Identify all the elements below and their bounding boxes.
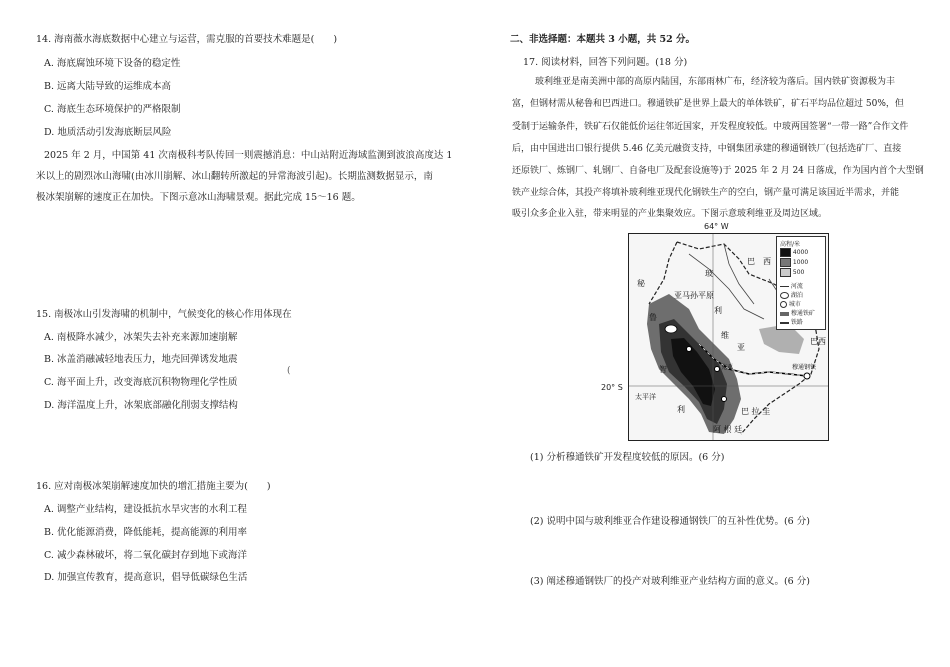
q14-option-c: C. 海底生态环境保护的严格限制	[44, 104, 181, 115]
q15-option-d: D. 海洋温度上升，冰架底部融化削弱支撑结构	[44, 400, 238, 411]
map-label-bei: 秘	[637, 279, 645, 288]
city-legend-icon	[780, 301, 787, 308]
map-label-wei: 维	[721, 331, 729, 340]
q17-passage-line-2: 富，但钢材需从秘鲁和巴西进口。穆通铁矿是世界上最大的单体铁矿，矿石平均品位超过 50%，但	[512, 99, 904, 109]
q17-passage-line-3: 受制于运输条件，铁矿石仅能低价运往邻近国家，开发程度较低。中玻两国签署“一带一路”合作文件	[512, 122, 909, 132]
passage-line-1: 2025 年 2 月，中国第 41 次南极科考队传回一则震撼消息：中山站附近海域监测到波浪高度达 1	[44, 150, 453, 161]
q17-sub-1: (1) 分析穆通铁矿开发程度较低的原因。(6 分)	[530, 452, 725, 463]
legend-item-mine: 穆通铁矿	[790, 310, 815, 317]
legend-swatch-4000	[780, 248, 791, 257]
q15-stem: 15. 南极冰山引发海啸的机制中，气候变化的核心作用体现在	[36, 309, 292, 320]
map-longitude-label: 64° W	[704, 222, 729, 231]
mine-legend-icon	[780, 312, 789, 316]
passage-line-3: 极冰架崩解的速度正在加快。下图示意冰山海啸景观。据此完成 15～16 题。	[36, 192, 361, 203]
q16-option-d: D. 加强宣传教育，提高意识，倡导低碳绿色生活	[44, 572, 248, 583]
q17-passage-line-7: 吸引众多企业入驻，带来明显的产业集聚效应。下图示意玻利维亚及周边区域。	[512, 209, 828, 219]
q16-option-c: C. 减少森林破坏，将二氧化碳封存到地下或海洋	[44, 550, 247, 561]
map-label-lu: 鲁	[649, 313, 657, 322]
q14-option-a: A. 海底腐蚀环境下设备的稳定性	[44, 58, 181, 69]
legend-item-city: 城市	[788, 301, 801, 308]
q14-option-d: D. 地质活动引发海底断层风险	[44, 127, 172, 138]
q14-option-b: B. 远离大陆导致的运维成本高	[44, 81, 172, 92]
railway-legend-icon	[780, 322, 789, 324]
q17-passage-line-4: 后，由中国进出口银行提供 5.46 亿美元融资支持，中钢集团承建的穆通钢铁厂(包括选矿厂、直接	[512, 144, 902, 154]
q16-option-a: A. 调整产业结构，建设抵抗水旱灾害的水利工程	[44, 504, 247, 515]
passage-line-2: 米以上的剧烈冰山海啸(由冰川崩解、冰山翻转所激起的异常海波引起)。长期监测数据显示，南	[36, 171, 433, 182]
q14-stem: 14. 海南薇水海底数据中心建立与运营，需克服的首要技术难题是( )	[36, 34, 338, 45]
map-label-brazil-2: 巴西	[810, 337, 826, 346]
legend-level-1000: 1000	[792, 259, 809, 266]
map-label-paraguay: 巴 拉 圭	[741, 407, 771, 416]
map-legend	[776, 236, 826, 330]
q15-option-a: A. 南极降水减少，冰架失去补充来源加速崩解	[44, 332, 238, 343]
legend-swatch-500	[780, 268, 791, 277]
legend-level-500: 500	[792, 269, 805, 276]
q16-option-b: B. 优化能源消费，降低能耗，提高能源的利用率	[44, 527, 248, 538]
q16-stem: 16. 应对南极冰架崩解速度加快的增汇措施主要为( )	[36, 481, 271, 492]
map-label-zhi: 智	[659, 365, 667, 374]
q17-passage-line-5: 还原铁厂、炼钢厂、轧钢厂、自备电厂及配套设施等)于 2025 年 2 月 24 日落成，作为国内首个大型钢	[512, 166, 924, 176]
q17-passage-line-1: 玻利维亚是南美洲中部的高原内陆国，东部雨林广布，经济较为落后。国内铁矿资源极为丰	[535, 77, 896, 87]
legend-item-lake: 湖泊	[790, 292, 803, 299]
map-label-argentina: 阿 根 廷	[713, 425, 743, 434]
map-label-mine: 穆通钢铁	[792, 364, 817, 371]
legend-swatch-1000	[780, 258, 791, 267]
map-label-ya: 亚	[737, 343, 745, 352]
q17-sub-3: (3) 阐述穆通钢铁厂的投产对玻利维亚产业结构方面的意义。(6 分)	[530, 576, 810, 587]
q15-option-b: B. 冰盖消融减轻地表压力，地壳回弹诱发地震	[44, 354, 238, 365]
legend-item-river: 河流	[790, 283, 803, 290]
lake-legend-icon	[780, 292, 789, 299]
map-label-pacific: 太平洋	[635, 393, 656, 401]
q15-option-c: C. 海平面上升，改变海底沉积物物理化学性质	[44, 377, 238, 388]
map-label-li: 利	[714, 306, 722, 315]
section-title: 二、非选择题：本题共 3 小题，共 52 分。	[510, 34, 696, 45]
legend-item-railway: 铁路	[790, 319, 803, 326]
q17-header: 17. 阅读材料，回答下列问题。(18 分)	[523, 57, 688, 68]
stray-mark: (	[287, 366, 291, 376]
map-latitude-label: 20° S	[601, 383, 623, 392]
map-label-brazil-1: 巴 西	[747, 257, 771, 266]
q17-sub-2: (2) 说明中国与玻利维亚合作建设穆通钢铁厂的互补性优势。(6 分)	[530, 516, 810, 527]
river-legend-icon	[780, 286, 789, 287]
map-label-bo: 玻	[705, 269, 713, 278]
map-label-city: 克亚	[721, 364, 734, 371]
map-label-li2: 利	[677, 405, 685, 414]
q17-passage-line-6: 铁产业综合体，其投产将填补玻利维亚现代化钢铁生产的空白，钢产量可满足该国近半需求，并能	[512, 188, 900, 198]
legend-level-4000: 4000	[792, 249, 809, 256]
legend-title: 高程/米	[780, 241, 801, 248]
map-label-amazon: 亚马孙平原	[674, 291, 714, 300]
